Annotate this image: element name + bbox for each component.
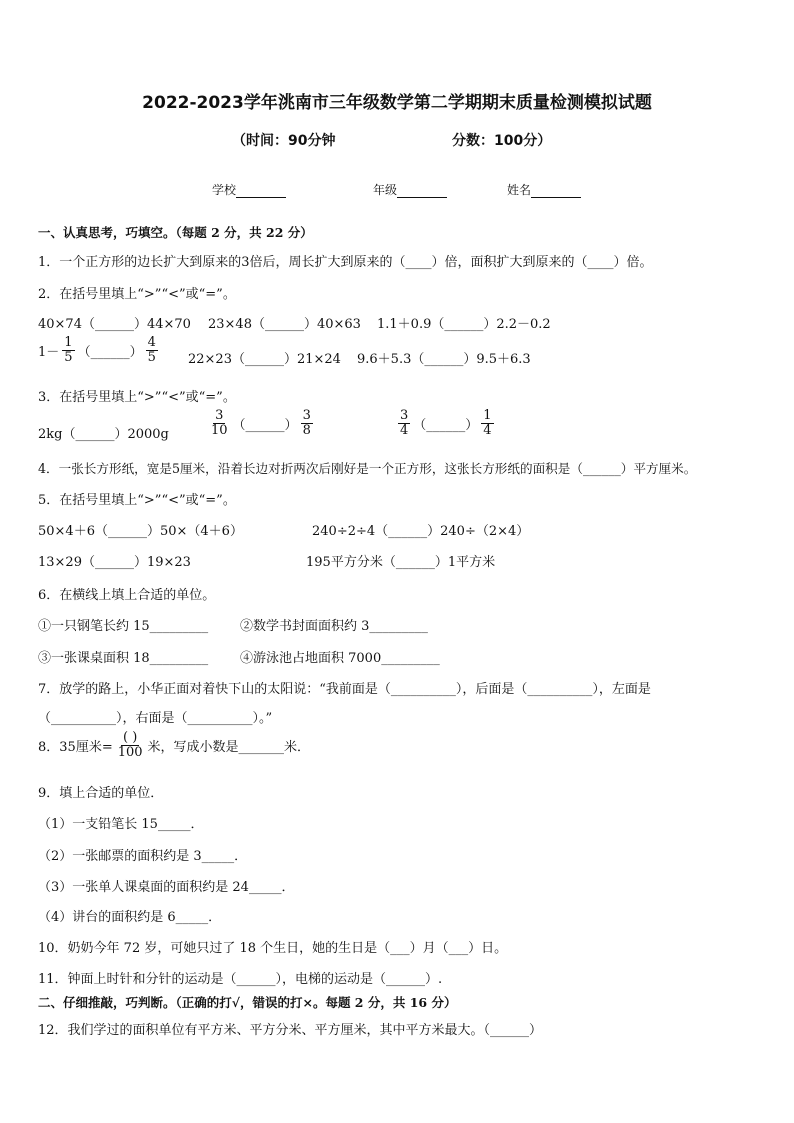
denominator: 10 xyxy=(211,423,228,439)
q9-item-1: （1）一支铅笔长 15_____． xyxy=(38,817,204,832)
question-7-line-2: （__________），右面是（__________）。” xyxy=(38,711,273,726)
denominator: 5 xyxy=(147,350,156,366)
question-8 xyxy=(38,731,310,761)
q8-post: 米，写成小数是_______米． xyxy=(147,740,311,756)
q2-item-3: 1.1＋0.9（______）2.2－0.2 xyxy=(377,317,551,332)
numerator: 3 xyxy=(400,408,409,423)
q3-item-3-blank[interactable]: （______） xyxy=(413,418,479,434)
q3-item-1: 2kg（______）2000g xyxy=(38,427,169,442)
question-7-line-1: 7．放学的路上，小华正面对着快下山的太阳说：“我前面是（__________），后面是（__________），左面是 xyxy=(38,682,651,697)
q6-item-4: ④游泳池占地面积 7000_________ xyxy=(240,651,440,666)
q3-item-2-blank[interactable]: （______） xyxy=(232,418,298,434)
q5-item-2: 240÷2÷4（______）240÷（2×4） xyxy=(312,524,530,539)
denominator: 4 xyxy=(483,423,492,439)
question-9-stem: 9．填上合适的单位． xyxy=(38,786,164,801)
exam-time: （时间：90分钟 xyxy=(232,133,336,149)
question-2-stem: 2．在括号里填上“>”“<”或“=”。 xyxy=(38,287,236,302)
school-blank[interactable] xyxy=(236,183,286,198)
q2-item-1: 40×74（______）44×70 xyxy=(38,317,191,332)
fraction xyxy=(481,409,493,439)
question-5-stem: 5．在括号里填上“>”“<”或“=”。 xyxy=(38,493,236,508)
denominator: 5 xyxy=(64,350,73,366)
fraction xyxy=(116,731,145,761)
name-field xyxy=(507,181,581,198)
name-label: 姓名 xyxy=(507,183,532,197)
q3-item-3 xyxy=(395,409,497,439)
q6-item-1: ①一只钢笔长约 15_________ xyxy=(38,619,209,634)
question-12: 12．我们学过的面积单位有平方米、平方分米、平方厘米，其中平方米最大。（______） xyxy=(38,1023,543,1038)
q2-item-4-pre: 1－ xyxy=(38,345,60,361)
numerator-blank[interactable]: ( ) xyxy=(122,730,138,745)
section-1-heading: 一、认真思考，巧填空。（每题 2 分，共 22 分） xyxy=(38,225,313,240)
q3-item-2 xyxy=(206,409,316,439)
q2-item-2: 23×48（______）40×63 xyxy=(208,317,361,332)
q5-item-3: 13×29（______）19×23 xyxy=(38,555,191,570)
q6-item-2: ②数学书封面面积约 3_________ xyxy=(240,619,428,634)
fraction xyxy=(209,409,230,439)
school-label: 学校 xyxy=(212,183,237,197)
question-6-stem: 6．在横线上填上合适的单位。 xyxy=(38,588,216,603)
name-blank[interactable] xyxy=(531,183,581,198)
q9-item-2: （2）一张邮票的面积约是 3_____． xyxy=(38,849,248,864)
numerator: 4 xyxy=(147,335,156,350)
school-field xyxy=(212,181,286,198)
numerator: 3 xyxy=(302,408,311,423)
q2-item-5: 22×23（______）21×24 xyxy=(188,352,341,367)
denominator: 8 xyxy=(302,423,311,439)
denominator: 100 xyxy=(117,745,143,761)
numerator: 3 xyxy=(215,408,224,423)
q8-pre: 8．35厘米= xyxy=(38,740,113,756)
page-title: 2022-2023学年洮南市三年级数学第二学期期末质量检测模拟试题 xyxy=(142,93,652,113)
fraction xyxy=(146,336,158,366)
question-1: 1．一个正方形的边长扩大到原来的3倍后，周长扩大到原来的（____）倍，面积扩大到原来的（____）倍。 xyxy=(38,255,653,270)
q2-item-6: 9.6＋5.3（______）9.5＋6.3 xyxy=(357,352,531,367)
grade-blank[interactable] xyxy=(397,183,447,198)
question-3-stem: 3．在括号里填上“>”“<”或“=”。 xyxy=(38,390,236,405)
q5-item-4: 195平方分米（______）1平方米 xyxy=(306,555,496,570)
denominator: 4 xyxy=(400,423,409,439)
q9-item-3: （3）一张单人课桌面的面积约是 24_____． xyxy=(38,880,295,895)
section-2-heading: 二、仔细推敲，巧判断。（正确的打√，错误的打×。每题 2 分，共 16 分） xyxy=(38,995,457,1010)
exam-score: 分数：100分） xyxy=(452,133,552,149)
fraction xyxy=(301,409,313,439)
question-4: 4．一张长方形纸，宽是5厘米，沿着长边对折两次后刚好是一个正方形，这张长方形纸的面积是（______）平方厘米。 xyxy=(38,461,697,476)
fraction xyxy=(62,336,74,366)
fraction xyxy=(398,409,410,439)
q9-item-4: （4）讲台的面积约是 6_____． xyxy=(38,910,222,925)
numerator: 1 xyxy=(64,335,73,350)
question-10: 10．奶奶今年 72 岁，可她只过了 18 个生日，她的生日是（___）月（___）日。 xyxy=(38,941,508,956)
q6-item-3: ③一张课桌面积 18_________ xyxy=(38,651,209,666)
q2-item-4-blank[interactable]: （______） xyxy=(77,345,143,361)
grade-label: 年级 xyxy=(373,183,398,197)
q5-item-1: 50×4＋6（______）50×（4＋6） xyxy=(38,524,243,539)
q2-item-4 xyxy=(38,336,161,366)
grade-field xyxy=(373,181,447,198)
question-11: 11．钟面上时针和分针的运动是（______），电梯的运动是（______）. xyxy=(38,972,443,987)
numerator: 1 xyxy=(483,408,492,423)
